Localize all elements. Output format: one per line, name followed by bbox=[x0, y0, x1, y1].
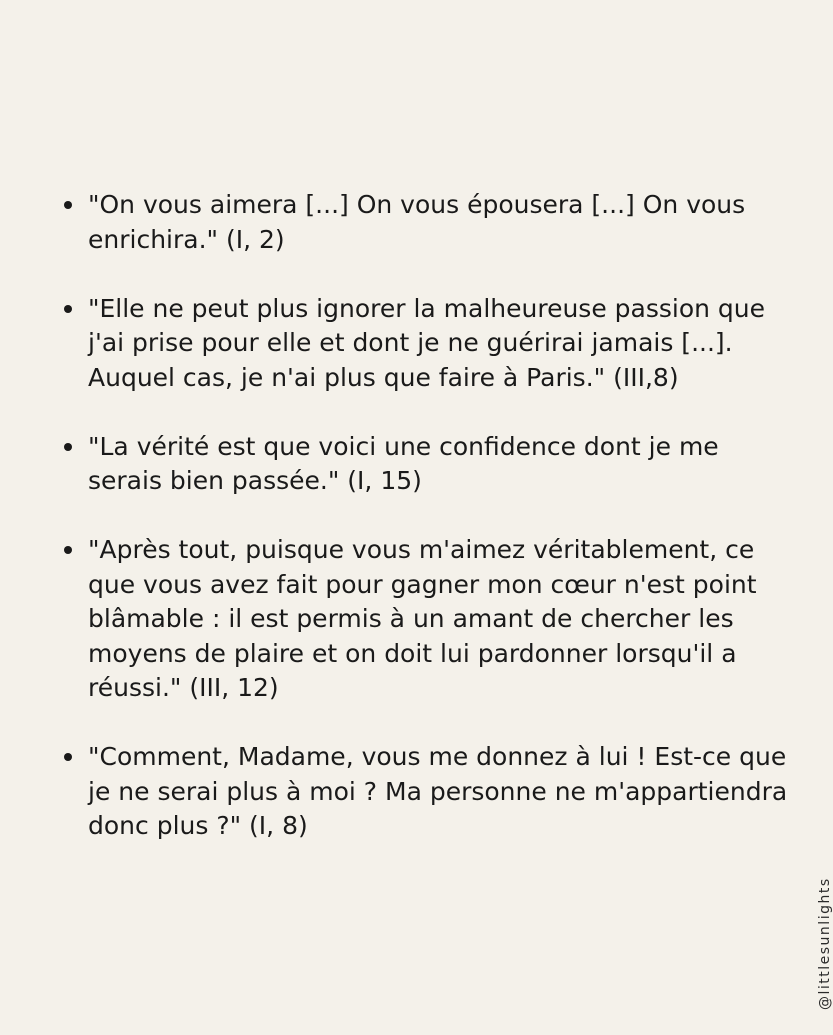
bullet-dot-icon bbox=[64, 305, 72, 313]
quote-item bbox=[62, 533, 788, 706]
bullet-dot-icon bbox=[64, 201, 72, 209]
bullet-dot-icon bbox=[64, 443, 72, 451]
quote-item bbox=[62, 292, 788, 396]
author-watermark: @littlesunlights bbox=[817, 877, 833, 1010]
bullet-dot-icon bbox=[64, 546, 72, 554]
quote-text: "On vous aimera [...] On vous épousera [...] On vous enrichira." (I, 2) bbox=[88, 190, 746, 254]
quote-text: "Elle ne peut plus ignorer la malheureuse passion que j'ai prise pour elle et dont je ne guérirai jamais [...]. Auquel cas, je n'ai plus que faire à Paris." (III,8) bbox=[88, 293, 766, 392]
quote-item bbox=[62, 188, 788, 257]
quote-text: "Après tout, puisque vous m'aimez véritablement, ce que vous avez fait pour gagner mon cœur n'est point blâmable : il est permis à un amant de chercher les moyens de plaire et on doit lui pardonner lorsqu'il a réussi." (III, 12) bbox=[88, 535, 757, 702]
bullet-dot-icon bbox=[64, 753, 72, 761]
quote-item bbox=[62, 430, 788, 499]
quote-list bbox=[62, 188, 788, 844]
quote-text: "Comment, Madame, vous me donnez à lui ! Est-ce que je ne serai plus à moi ? Ma personne ne m'appartiendra donc plus ?" (I, 8) bbox=[88, 742, 788, 840]
quote-text: "La vérité est que voici une confidence dont je me serais bien passée." (I, 15) bbox=[88, 431, 719, 495]
quote-item bbox=[62, 740, 788, 844]
